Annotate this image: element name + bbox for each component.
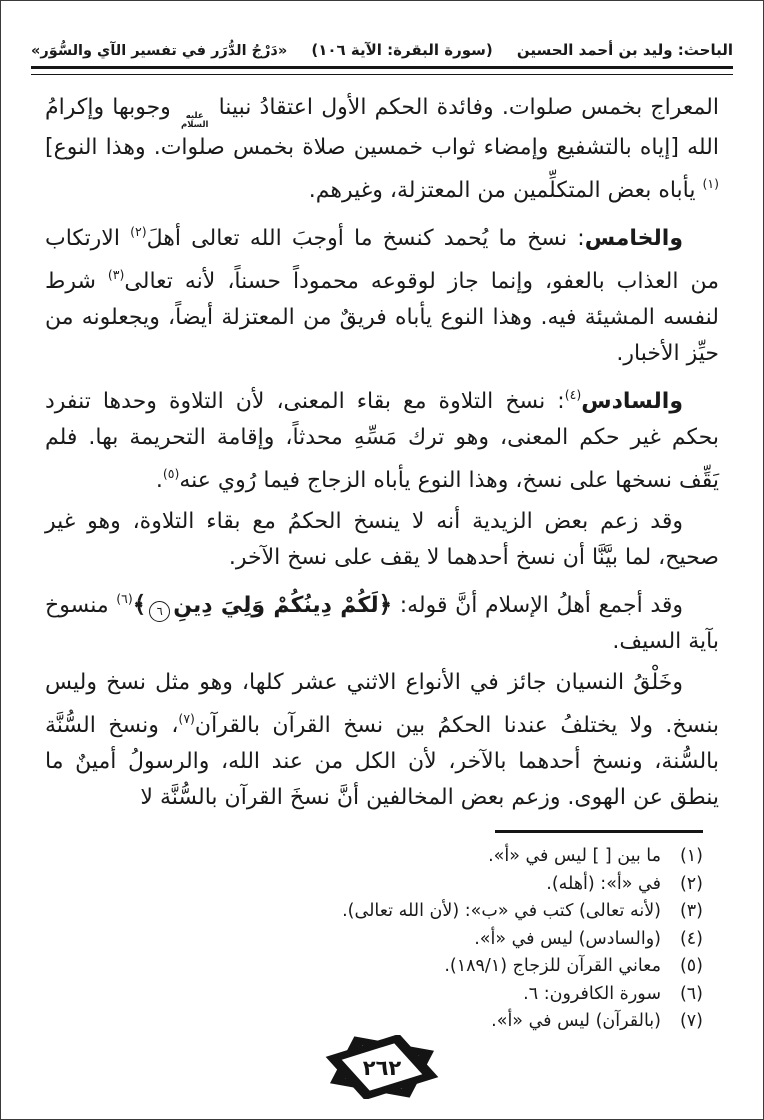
footnote-ref: (٢): [130, 224, 147, 239]
footnote-ref: (١): [702, 176, 719, 191]
paragraph: [45, 581, 719, 660]
header-book-title: «دَرْجُ الدُّرَر في تفسير الآي والسُّوَر»: [31, 43, 288, 59]
text-run: .: [155, 468, 163, 493]
footnote-number: (٢): [679, 873, 703, 894]
footnote-text: (لأنه تعالى) كتب في «ب»: (لأن الله تعالى).: [342, 901, 661, 921]
page-number-ornament: [320, 1035, 444, 1103]
paragraph: [45, 377, 719, 499]
footnote-ref: (٥): [162, 466, 180, 481]
footnote: [45, 953, 703, 981]
footnote-number: (٧): [679, 1011, 703, 1031]
paragraph: [45, 665, 719, 816]
footnote-number: (٣): [679, 901, 703, 921]
octagram-icon: [320, 1035, 444, 1099]
footnote-ref: (٣): [107, 267, 125, 282]
ayah-number: ٦: [149, 601, 170, 622]
text-run: الارتكاب من العذاب بالعفو، وإنما جاز لوقوعه محموداً حسناً، لأنه تعالى: [45, 226, 719, 294]
footnote-number: (٥): [679, 956, 703, 976]
text-run: : نسخ ما يُحمد كنسخ ما أوجبَ الله تعالى أهلَ: [146, 226, 585, 251]
footnotes-section: [45, 830, 703, 1036]
footnote: [45, 898, 703, 926]
footnote: [45, 981, 703, 1009]
text-run: ، ونسخ السُّنَّة بالسُّنة، ونسخ أحدهما بالآخر، لأن الكل من عند الله، والرسولُ أمينٌ ما ينطق عن الهوى. وزعم بعض المخالفين أنَّ نسخَ القرآن بالسُّنَّة لا: [45, 713, 719, 810]
header-divider: [31, 66, 733, 75]
text-run: شرط لنفسه المشيئة فيه. وهذا النوع يأباه فريقٌ من المعتزلة أيضاً، ويجعلونه من حيِّز الأخبار.: [45, 269, 719, 366]
footnote-text: (والسادس) ليس في «أ».: [474, 928, 661, 949]
footnote: [45, 871, 703, 899]
footnote-ref: (٧): [178, 711, 195, 726]
honorific-mark: عليه السلام: [180, 111, 209, 130]
quran-bracket-close-icon: ﴾: [132, 592, 147, 618]
text-run-bold: والخامس: [584, 226, 683, 251]
paragraph: [45, 504, 719, 576]
footnote-number: (٤): [679, 928, 703, 949]
header-researcher: الباحث: وليد بن أحمد الحسين: [516, 41, 733, 59]
footnote: [45, 926, 703, 954]
text-run: وقد أجمع أهلُ الإسلام أنَّ قوله:: [392, 593, 684, 618]
page-number: ٢٦٢: [362, 1056, 402, 1080]
text-run: وخَلْقُ النسيان جائز في الأنواع الاثني عشر كلها، وهو مثل نسخ وليس بنسخ. ولا يختلفُ عندنا الحكمُ بين نسخ القرآن بالقرآن: [45, 670, 719, 738]
footnote-text: سورة الكافرون: ٦.: [523, 983, 661, 1004]
footnote-number: (١): [679, 846, 703, 866]
footnote: [45, 843, 703, 871]
paragraph: [45, 214, 719, 372]
text-run: منسوخ بآية السيف.: [45, 593, 719, 654]
footnote: [45, 1008, 703, 1036]
footnote-text: (بالقرآن) ليس في «أ».: [491, 1011, 661, 1031]
footnote-divider: [495, 830, 703, 833]
body-text: [45, 90, 719, 816]
footnote-text: معاني القرآن للزجاج (١٨٩/١).: [444, 956, 661, 976]
text-run: وقد زعم بعض الزيدية أنه لا ينسخ الحكمُ مع بقاء التلاوة، وهو غير صحيح، لما بيَّنَّا أن نسخ أحدهما لا يقف على نسخ الآخر.: [45, 509, 719, 570]
footnote-ref: (٦): [116, 591, 133, 606]
text-run: وجوبها وإكرامُ الله [إياه بالتشفيع وإمضاء ثواب خمسين صلاة بخمس صلوات. وهذا النوع]: [45, 95, 719, 160]
text-run: يأباه بعض المتكلِّمين من المعتزلة، وغيرهم.: [308, 178, 703, 203]
footnote-text: في «أ»: (أهله).: [546, 873, 661, 894]
text-run: المعراج بخمس صلوات. وفائدة الحكم الأول اعتقادُ نبينا: [210, 95, 719, 120]
footnote-text: ما بين [ ] ليس في «أ».: [488, 846, 661, 866]
quran-bracket-open-icon: ﴿: [378, 592, 393, 618]
footnote-list: [45, 843, 703, 1036]
text-run-bold: والسادس: [581, 389, 683, 414]
footnote-ref: (٤): [564, 387, 582, 402]
footnote-number: (٦): [679, 983, 703, 1004]
quran-verse: لَكُمْ دِينُكُمْ وَلِيَ دِينِ: [173, 593, 379, 618]
paragraph: [45, 90, 719, 209]
text-run: : نسخ التلاوة مع بقاء المعنى، لأن التلاوة وحدها تنفرد بحكم غير حكم المعنى، وهو ترك مَسِّهِ محدثاً، وإقامة التحريمة بها. فلم يَقِّف نسخها على نسخ، وهذا النوع يأباه الزجاج فيما رُوي عنه: [45, 389, 719, 493]
header-surah-ref: (سورة البقرة: الآية ١٠٦): [311, 41, 493, 59]
page-header: [1, 1, 763, 59]
